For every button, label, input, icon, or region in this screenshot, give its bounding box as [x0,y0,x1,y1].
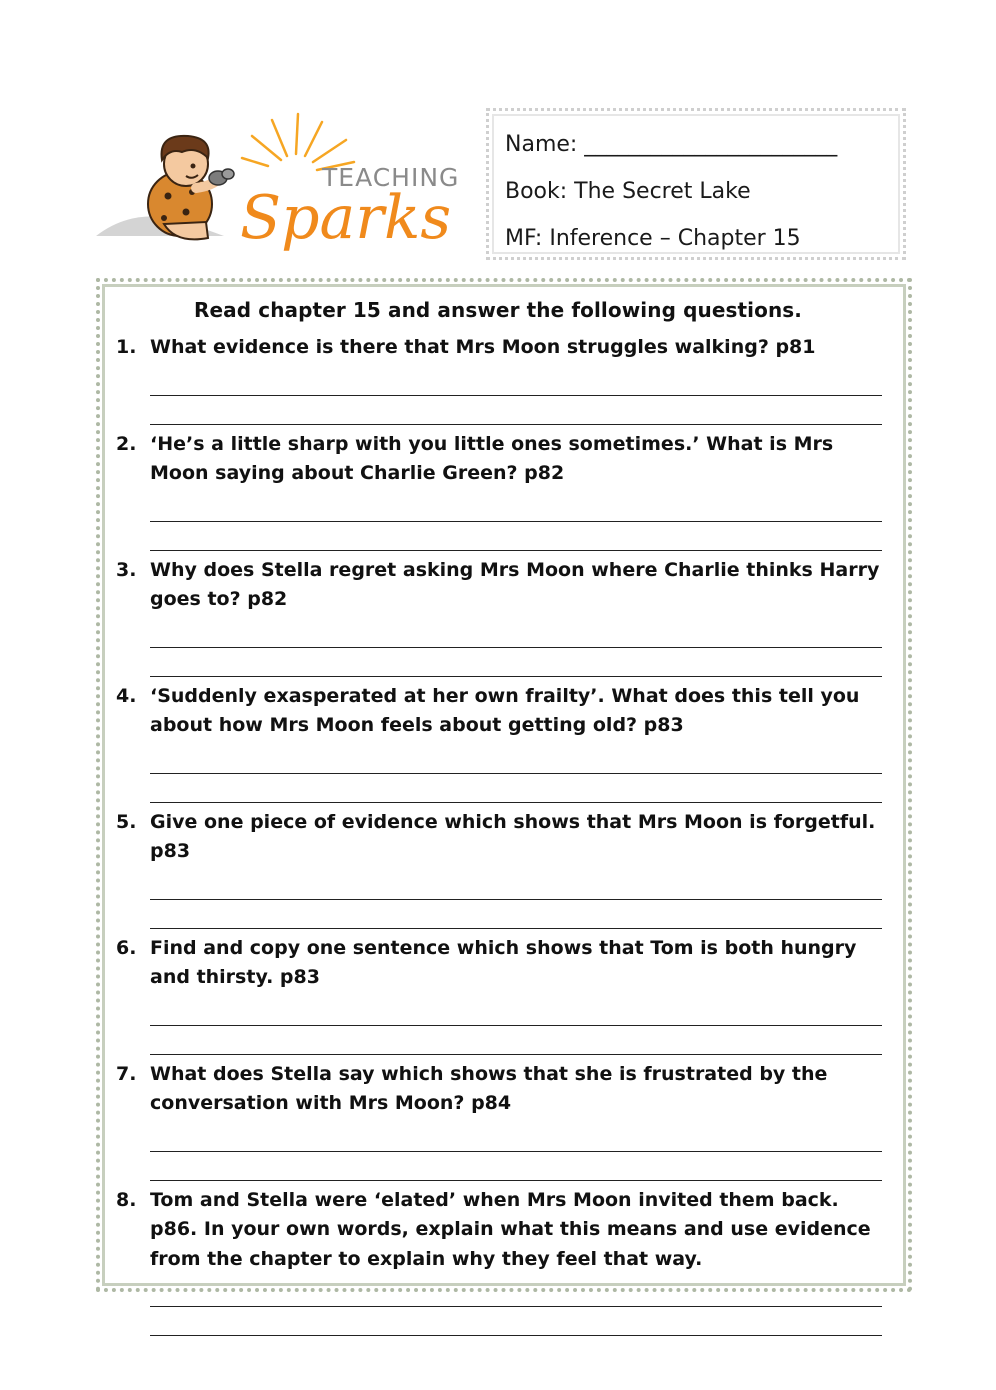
answer-line[interactable] [150,900,882,929]
logo-teaching-text: TEACHING [322,163,460,192]
question-4 [114,682,882,803]
answer-area[interactable] [150,867,882,929]
answer-line[interactable] [150,522,882,551]
question-text: Give one piece of evidence which shows that Mrs Moon is forgetful. p83 [150,810,876,862]
answer-line[interactable] [150,774,882,803]
name-field[interactable]: Name: _______________________ [505,132,838,157]
answer-area[interactable] [150,993,882,1055]
answer-line[interactable] [150,493,882,522]
answer-area[interactable] [150,363,882,425]
question-text: ‘He’s a little sharp with you little ones sometimes.’ What is Mrs Moon saying about Charlie Green? p82 [150,432,834,484]
book-title: Book: The Secret Lake [505,179,751,204]
answer-line[interactable] [150,396,882,425]
question-2 [114,430,882,551]
question-number: 7. [116,1062,137,1085]
answer-area[interactable] [150,489,882,551]
question-number: 6. [116,936,137,959]
worksheet-box [96,278,912,1292]
answer-line[interactable] [150,1152,882,1181]
teaching-sparks-logo [92,112,472,262]
answer-line[interactable] [150,997,882,1026]
question-text: Find and copy one sentence which shows that Tom is both hungry and thirsty. p83 [150,936,857,988]
answer-area[interactable] [150,741,882,803]
question-7 [114,1060,882,1181]
question-text: What does Stella say which shows that she is frustrated by the conversation with Mrs Moon? p84 [150,1062,828,1114]
question-number: 8. [116,1188,137,1211]
answer-area[interactable] [150,1119,882,1181]
question-text: Tom and Stella were ‘elated’ when Mrs Moon invited them back. p86. In your own words, explain what this means and use evidence from the chapter to explain why they feel that way. [150,1188,871,1270]
answer-line[interactable] [150,1307,882,1336]
answer-line[interactable] [150,1026,882,1055]
question-number: 3. [116,558,137,581]
question-text: What evidence is there that Mrs Moon struggles walking? p81 [150,336,816,358]
answer-line[interactable] [150,1278,882,1307]
answer-line[interactable] [150,871,882,900]
caveman-logo-icon [92,112,472,262]
question-number: 4. [116,684,137,707]
answer-line[interactable] [150,1123,882,1152]
question-6 [114,934,882,1055]
logo-sparks-text: Sparks [240,183,452,253]
answer-line[interactable] [150,367,882,396]
module-title: MF: Inference – Chapter 15 [505,226,801,251]
question-8 [114,1186,882,1337]
question-3 [114,556,882,677]
question-text: ‘Suddenly exasperated at her own frailty’. What does this tell you about how Mrs Moon feels about getting old? p83 [150,684,860,736]
question-1 [114,333,882,425]
answer-area[interactable] [150,1274,882,1336]
question-text: Why does Stella regret asking Mrs Moon where Charlie thinks Harry goes to? p82 [150,558,880,610]
student-info-box [486,108,906,260]
answer-line[interactable] [150,619,882,648]
instructions-heading: Read chapter 15 and answer the following questions. [194,298,802,322]
answer-line[interactable] [150,648,882,677]
question-5 [114,808,882,929]
question-number: 1. [116,336,137,358]
answer-line[interactable] [150,745,882,774]
question-number: 2. [116,432,137,455]
question-number: 5. [116,810,137,833]
answer-area[interactable] [150,615,882,677]
